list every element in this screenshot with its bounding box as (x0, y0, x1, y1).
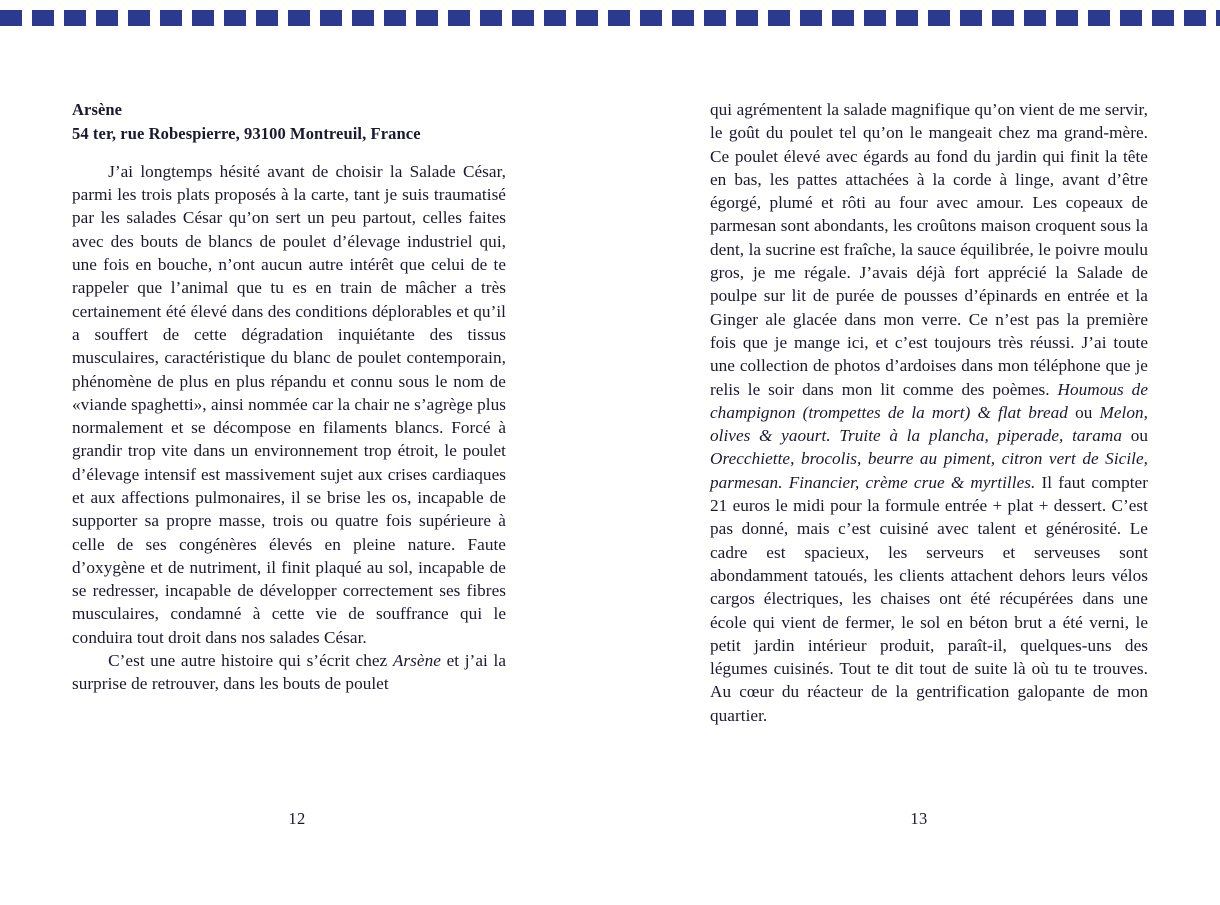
run-3-italic: Melon, olives & yaourt. Truite à la plancha, piperade, tarama (710, 402, 1148, 446)
folio-right: 13 (910, 809, 928, 828)
page-right-text-column (710, 98, 1148, 727)
page-right (610, 0, 1220, 905)
restaurant-name: Arsène (72, 100, 123, 119)
paragraph-continued (710, 98, 1148, 727)
paragraph-1: J’ai longtemps hésité avant de choisir la Salade César, parmi les trois plats proposés à la carte, tant je suis traumatisé par les salades César qu’on sert un peu partout, celles faites avec des bouts de blancs de poulet d’élevage industriel qui, une fois en bouche, n’ont aucun autre intérêt que celui de te rappeler que l’animal que tu es en train de mâcher a très certainement été élevé dans des conditions déplorables et qu’il a souffert de cette dégradation inquiétante des tissus musculaires, caractéristique du blanc de poulet contemporain, phénomène de plus en plus répandu et connu sous le nom de «viande spaghetti», ainsi nommée car la chair ne s’agrège plus normalement et se décompose en filaments blancs. Forcé à grandir trop vite dans un environnement trop étroit, le poulet d’élevage intensif est massivement sujet aux crises cardiaques et aux affections pulmonaires, il se brise les os, incapable de supporter sa propre masse, trois ou quatre fois supérieure à celle de ses congénères élevés en pleine nature. Faute d’oxygène et de nutriment, il finit plaqué au sol, incapable de se redresser, incapable de développer correctement ses fibres musculaires, condamné à cette vie de souffrance qui le conduira tout droit dans nos salades César. (72, 161, 506, 647)
restaurant-heading (72, 98, 506, 146)
run-5-italic: Orecchiette, brocolis, beurre au piment, citron vert de Sicile, parmesan. Financier, crème crue & myrtilles. (710, 449, 1148, 492)
paragraph-2-text-before: C’est une autre histoire qui s’écrit chez (108, 651, 393, 671)
folio-left: 12 (288, 809, 306, 828)
page-left-text-column (72, 98, 506, 696)
paragraph-2-text-after: et j’ai la surprise de retrouver, dans les bouts de poulet (72, 651, 506, 694)
run-1-italic: Houmous de champignon (trompettes de la mort) & flat bread (710, 379, 1148, 422)
paragraph-2 (72, 649, 506, 696)
run-2: ou (1067, 402, 1100, 422)
restaurant-address: 54 ter, rue Robespierre, 93100 Montreuil, France (72, 123, 421, 143)
run-6: Il faut compter 21 euros le midi pour la formule entrée + plat + dessert. C’est pas donné, mais c’est cuisiné avec talent et générosité. Le cadre est spacieux, les serveurs et serveuses sont abondamment tatoués, les clients attachent dehors leurs vélos cargos électriques, les chaises ont été récupérées dans une école qui vient de fermer, le sol en béton brut a été verni, le petit jardin intérieur produit, paraît-il, quelques-uns des légumes cuisinés. Tout te dit tout de suite là où tu te trouves. Au cœur du réacteur de la gentrification galopante de mon quartier. (710, 472, 1148, 725)
run-0: qui agrémentent la salade magnifique qu’on vient de me servir, le goût du poulet tel qu’on le mangeait chez ma grand-mère. Ce poulet élevé avec égards au fond du jardin qui finit la tête en bas, les pattes attachées à la corde à linge, avant d’être égorgé, plumé et rôti au four avec amour. Les copeaux de parmesan sont abondants, les croûtons maison croquent sous la dent, la sucrine est fraîche, la sauce équilibrée, le poivre moulu gros, je me régale. J’avais déjà fort apprécié la Salade de poulpe sur lit de purée de pousses d’épinards en entrée et la Ginger ale glacée dans mon verre. Ce n’est pas la première fois que je mange ici, et c’est toujours très réussi. J’ai toute une collection de photos d’ardoises dans mon téléphone que je relis le soir dans mon lit comme des poèmes. (710, 100, 1148, 399)
run-4: ou (1122, 426, 1148, 446)
paragraph-2-italic-name: Arsène (392, 651, 441, 671)
